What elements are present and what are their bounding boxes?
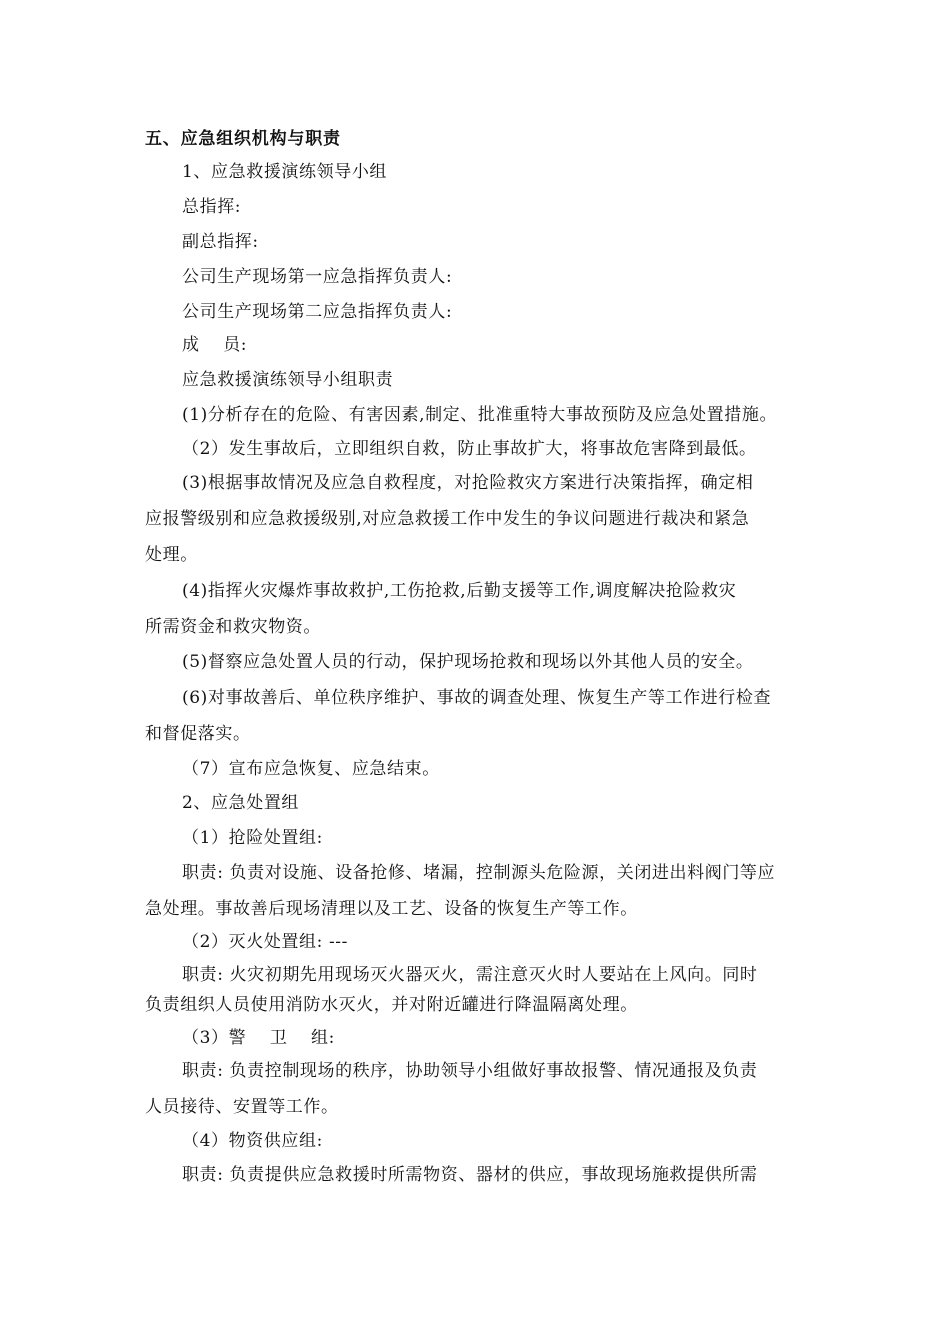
duty-item-1: (1)分析存在的危险、有害因素,制定、批准重特大事故预防及应急处置措施。: [182, 405, 778, 425]
subsection-heading-response-team: 2、应急处置组: [182, 793, 300, 813]
duty-item-5: (5)督察应急处置人员的行动，保护现场抢救和现场以外其他人员的安全。: [182, 652, 754, 672]
team-security-duty-line-1: 职责: 负责控制现场的秩序，协助领导小组做好事故报警、情况通报及负责: [182, 1061, 758, 1081]
section-title: 五、应急组织机构与职责: [145, 129, 341, 149]
duty-item-6-line-2: 和督促落实。: [145, 724, 251, 744]
role-members: 成 员:: [182, 335, 248, 355]
duty-item-6-line-1: (6)对事故善后、单位秩序维护、事故的调查处理、恢复生产等工作进行检查: [182, 688, 772, 708]
team-firefighting-heading: （2）灭火处置组: ---: [182, 932, 348, 952]
subsection-heading-leadership: 1、应急救援演练领导小组: [182, 162, 388, 182]
team-supply-duty-line-1: 职责: 负责提供应急救援时所需物资、器材的供应，事故现场施救提供所需: [182, 1165, 758, 1185]
duty-item-2: （2）发生事故后，立即组织自救，防止事故扩大，将事故危害降到最低。: [182, 439, 757, 459]
role-first-site-lead: 公司生产现场第一应急指挥负责人:: [182, 267, 453, 287]
duty-item-4-line-2: 所需资金和救灾物资。: [145, 617, 321, 637]
role-deputy-commander: 副总指挥:: [182, 232, 259, 252]
team-firefighting-duty-line-1: 职责: 火灾初期先用现场灭火器灭火，需注意灭火时人要站在上风向。同时: [182, 965, 758, 985]
duty-item-3-line-3: 处理。: [145, 545, 198, 565]
duty-item-7: （7）宣布应急恢复、应急结束。: [182, 759, 440, 779]
role-commander: 总指挥:: [182, 197, 242, 217]
team-rescue-duty-line-2: 急处理。事故善后现场清理以及工艺、设备的恢复生产等工作。: [145, 899, 638, 919]
team-security-heading: （3）警 卫 组:: [182, 1028, 335, 1048]
team-supply-heading: （4）物资供应组:: [182, 1131, 323, 1151]
team-rescue-duty-line-1: 职责: 负责对设施、设备抢修、堵漏，控制源头危险源，关闭进出料阀门等应: [182, 863, 776, 883]
team-security-duty-line-2: 人员接待、安置等工作。: [145, 1097, 339, 1117]
team-firefighting-duty-line-2: 负责组织人员使用消防水灭火，并对附近罐进行降温隔离处理。: [145, 995, 638, 1015]
team-rescue-heading: （1）抢险处置组:: [182, 828, 323, 848]
duty-item-3-line-1: (3)根据事故情况及应急自救程度，对抢险救灾方案进行决策指挥，确定相: [182, 473, 754, 493]
duties-heading: 应急救援演练领导小组职责: [182, 370, 394, 390]
duty-item-3-line-2: 应报警级别和应急救援级别,对应急救援工作中发生的争议问题进行裁决和紧急: [145, 509, 750, 529]
duty-item-4-line-1: (4)指挥火灾爆炸事故救护,工伤抢救,后勤支援等工作,调度解决抢险救灾: [182, 581, 737, 601]
role-second-site-lead: 公司生产现场第二应急指挥负责人:: [182, 302, 453, 322]
